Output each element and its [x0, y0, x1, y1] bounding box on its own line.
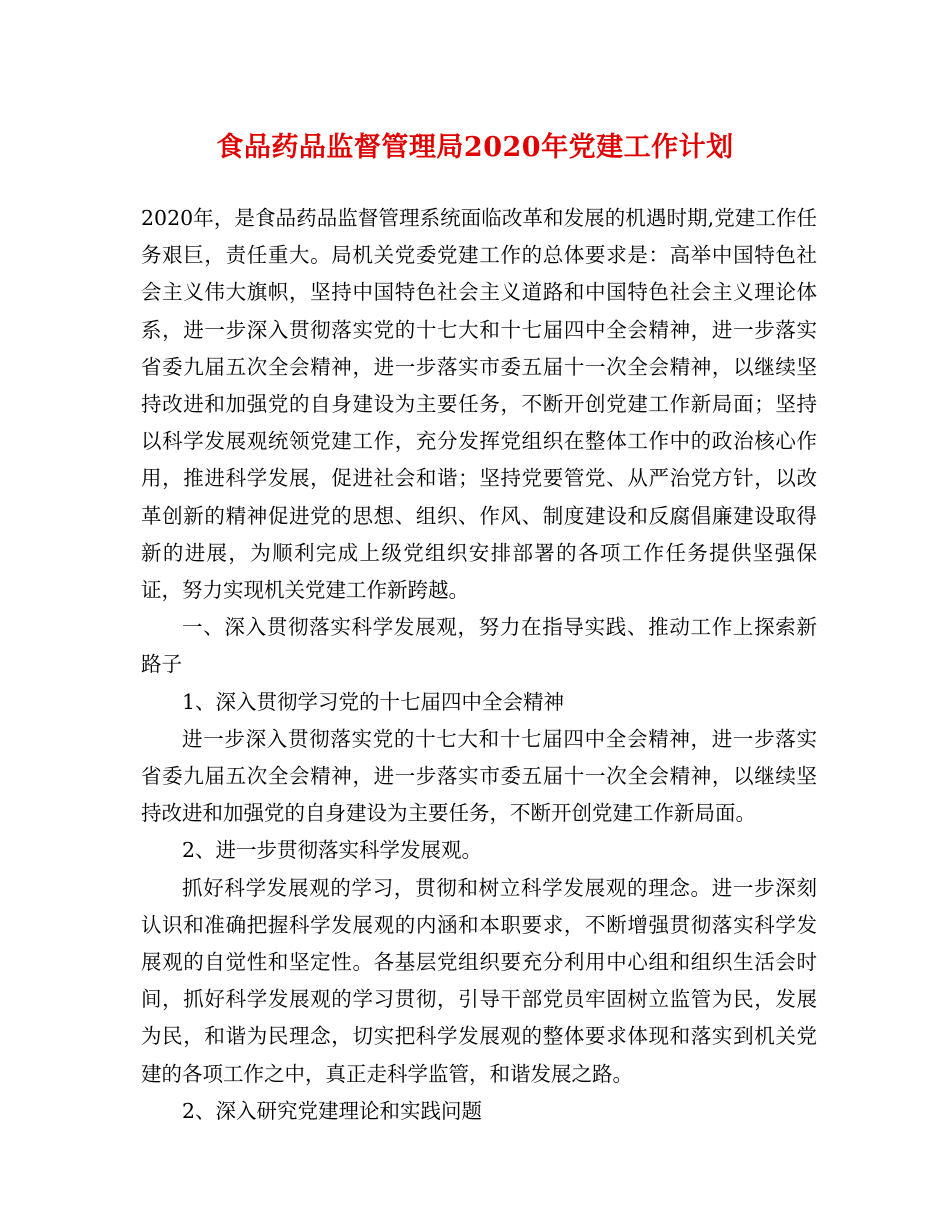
body-paragraph: 进一步深入贯彻落实党的十七大和十七届四中全会精神，进一步落实省委九届五次全会精神，进一步落实市委五届十一次全会精神，以继续坚持改进和加强党的自身建设为主要任务，不断开创党建工作新局面。 [141, 726, 817, 826]
intro-paragraph: 2020年，是食品药品监督管理系统面临改革和发展的机遇时期,党建工作任务艰巨，责任重大。局机关党委党建工作的总体要求是：高举中国特色社会主义伟大旗帜，坚持中国特色社会主义道路和中国特色社会主义理论体系，进一步深入贯彻落实党的十七大和十七届四中全会精神，进一步落实省委九届五次全会精神，进一步落实市委五届十一次全会精神，以继续坚持改进和加强党的自身建设为主要任务，不断开创党建工作新局面；坚持以科学发展观统领党建工作，充分发挥党组织在整体工作中的政治核心作用，推进科学发展，促进社会和谐；坚持党要管党、从严治党方针，以改革创新的精神促进党的思想、组织、作风、制度建设和反腐倡廉建设取得新的进展，为顺利完成上级党组织安排部署的各项工作任务提供坚强保证，努力实现机关党建工作新跨越。 [141, 206, 817, 603]
section-heading-1: 一、深入贯彻落实科学发展观，努力在指导实践、推动工作上探索新路子 [141, 615, 817, 677]
document-body [141, 200, 817, 1130]
document-title: 食品药品监督管理局2020年党建工作计划 [216, 132, 734, 163]
body-paragraph: 抓好科学发展观的学习，贯彻和树立科学发展观的理念。进一步深刻认识和准确把握科学发展观的内涵和本职要求，不断增强贯彻落实科学发展观的自觉性和坚定性。各基层党组织要充分利用中心组和组织生活会时间，抓好科学发展观的学习贯彻，引导干部党员牢固树立监管为民，发展为民，和谐为民理念，切实把科学发展观的整体要求体现和落实到机关党建的各项工作之中，真正走科学监管，和谐发展之路。 [141, 875, 817, 1086]
subsection-heading-3: 2、深入研究党建理论和实践问题 [182, 1098, 483, 1123]
subsection-heading-1: 1、深入贯彻学习党的十七届四中全会精神 [182, 689, 565, 714]
subsection-heading-2: 2、进一步贯彻落实科学发展观。 [182, 838, 483, 863]
